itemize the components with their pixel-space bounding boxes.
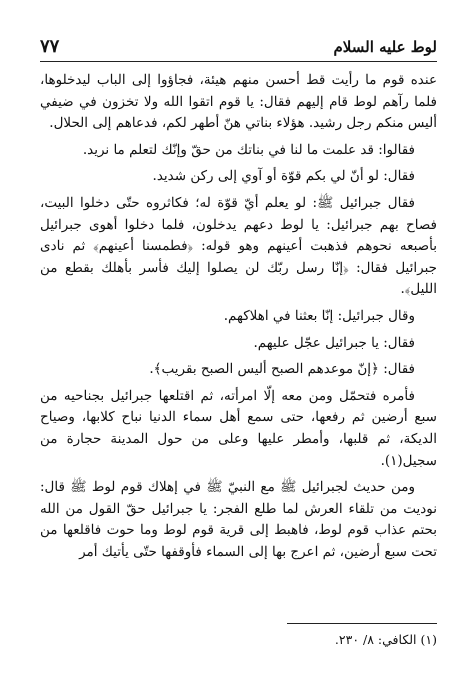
paragraph <box>40 477 437 563</box>
paragraph-text: ومن حديث لجبرائيل ﷺ مع النبيّ ﷺ في إهلاك قوم لوط ﷺ قال: نوديت من تلقاء العرش لما طلع الفجر: يا جبرائيل حقّ القول من الله بحتم عذاب قوم لوط، فاهبط إلى قرية قوم لوط وما حوت فاقلعها من تحت سبع أرضين، ثم اعرج بها إلى السماء فأوقفها حتّى يأتيك أمر <box>40 479 437 560</box>
paragraph-text: فقال: ﴿إنّ موعدهم الصبح أليس الصبح بقريب﴾. <box>149 361 415 378</box>
paragraph <box>40 193 437 301</box>
paragraph <box>40 333 437 355</box>
footnote: (١) الكافي: ٨/ ٢٣٠. <box>334 632 437 647</box>
header-rule <box>40 61 437 62</box>
paragraph-text: فأمره فتحمّل ومن معه إلّا امرأته، ثم اقتلعها جبرائيل بجناحيه من سبع أرضين ثم رفعها، حتى سمع أهل سماء الدنيا نباح كلابها، وصياح الديكة، ثم قلبها، وأمطر عليها وعلى من حول المدينة حجارة من سجيل(١). <box>40 387 437 469</box>
footnote-separator <box>287 623 437 624</box>
page-header <box>40 36 437 60</box>
page-number: ٧٧ <box>40 36 60 57</box>
paragraph <box>40 166 437 188</box>
paragraph-text: عنده قوم ما رأيت قط أحسن منهم هيئة، فجاؤوا إلى الباب ليدخلوها، فلما رآهم لوط قام إليهم فقال: يا قوم اتقوا الله ولا تخزون في ضيفي أليس منكم رجل رشيد. هؤلاء بناتي هنّ أطهر لكم، فدعاهم إلى الحلال. <box>40 72 437 132</box>
paragraph <box>40 386 437 472</box>
paragraph <box>40 70 437 135</box>
chapter-title: لوط عليه السلام <box>333 38 437 56</box>
paragraph-text: وقال جبرائيل: إنّا بعثنا في اهلاكهم. <box>223 307 415 324</box>
paragraph-text: فقال: لو أنّ لي بكم قوّة أو آوي إلى ركن شديد. <box>152 168 415 185</box>
paragraph-text: فقالوا: قد علمت ما لنا في بناتك من حقّ وإنّك لتعلم ما نريد. <box>82 141 415 158</box>
paragraph <box>40 140 437 162</box>
body-text <box>40 70 437 563</box>
paragraph <box>40 359 437 381</box>
paragraph-text: فقال جبرائيل ﷺ: لو يعلم أيّ قوّة له؛ فكاثروه حتّى دخلوا البيت، فصاح بهم جبرائيل: يا لوط دعهم يدخلون، فلما دخلوا أهوى جبرائيل بأصبعه نحوهم فذهبت أعينهم وهو قوله: ﴿فطمسنا أعينهم﴾ ثم نادى جبرائيل فقال: ﴿إنّا رسل ربّك لن يصلوا إليك فأسر بأهلك بقطع من الليل﴾. <box>40 194 437 298</box>
paragraph <box>40 306 437 328</box>
paragraph-text: فقال: يا جبرائيل عجّل عليهم. <box>253 334 415 351</box>
